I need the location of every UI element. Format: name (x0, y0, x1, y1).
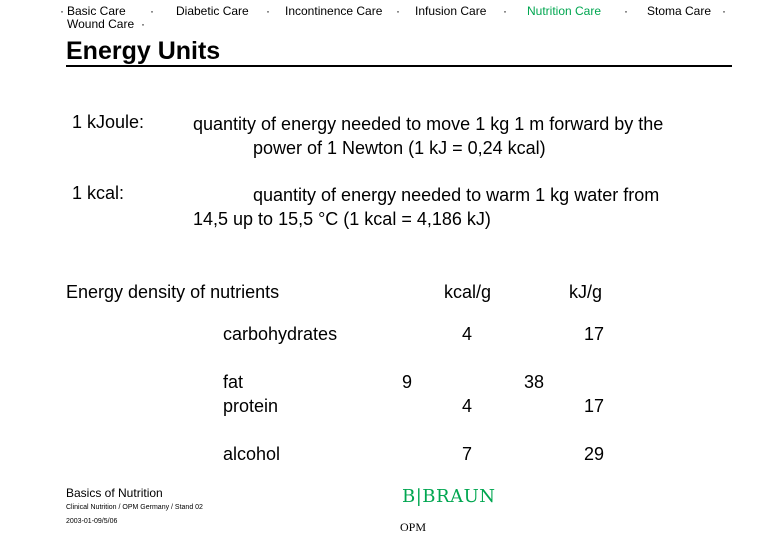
nav-item-infusion-care[interactable]: Infusion Care (415, 4, 487, 18)
nav-separator: · (150, 4, 154, 18)
bbraun-logo: B|BRAUN (402, 486, 496, 507)
footer-subtitle: Clinical Nutrition / OPM Germany / Stand 02 (66, 504, 203, 511)
definition-text-kcal-line1: quantity of energy needed to warm 1 kg water from (253, 185, 660, 205)
definition-text-kcal-line2: 14,5 up to 15,5 °C (1 kcal = 4,186 kJ) (193, 209, 491, 229)
definition-label-kjoule: 1 kJoule: (72, 112, 145, 132)
density-heading: Energy density of nutrients (66, 282, 280, 302)
nav-separator-lead: · (60, 4, 64, 18)
nutrient-alcohol: alcohol (223, 444, 281, 464)
opm-label: OPM (400, 520, 427, 534)
nav-item-incontinence-care[interactable]: Incontinence Care (285, 4, 383, 18)
nav-item-diabetic-care[interactable]: Diabetic Care (176, 4, 249, 18)
definition-label-kcal: 1 kcal: (72, 183, 125, 203)
nav-separator: · (141, 17, 145, 31)
definition-text-kjoule-line1: quantity of energy needed to move 1 kg 1 m forward by the (193, 114, 664, 134)
footer-title: Basics of Nutrition (66, 486, 163, 500)
nav-item-nutrition-care[interactable]: Nutrition Care (527, 4, 602, 18)
kj-alcohol: 29 (584, 444, 605, 464)
kj-protein: 17 (584, 396, 605, 416)
kcal-alcohol: 7 (462, 444, 473, 464)
kcal-protein: 4 (462, 396, 473, 416)
kj-fat: 38 (524, 372, 545, 392)
column-header-kcal: kcal/g (444, 282, 492, 302)
nav-separator: · (396, 4, 400, 18)
title-underline (66, 65, 732, 67)
nutrient-carbohydrates: carbohydrates (223, 324, 338, 344)
column-header-kj: kJ/g (569, 282, 603, 302)
kcal-fat: 9 (402, 372, 413, 392)
nav-separator: · (266, 4, 270, 18)
nav-item-wound-care[interactable]: Wound Care (67, 17, 135, 31)
nav-separator: · (503, 4, 507, 18)
nutrient-fat: fat (223, 372, 244, 392)
nutrient-protein: protein (223, 396, 279, 416)
footer-date: 2003-01-09/5/06 (66, 518, 118, 525)
nav-separator: · (722, 4, 726, 18)
nav-item-basic-care[interactable]: Basic Care (67, 4, 126, 18)
page-title: Energy Units (66, 37, 221, 65)
nav-item-stoma-care[interactable]: Stoma Care (647, 4, 712, 18)
nav-separator: · (624, 4, 628, 18)
kj-carbohydrates: 17 (584, 324, 605, 344)
kcal-carbohydrates: 4 (462, 324, 473, 344)
definition-text-kjoule-line2: power of 1 Newton (1 kJ = 0,24 kcal) (253, 138, 546, 158)
